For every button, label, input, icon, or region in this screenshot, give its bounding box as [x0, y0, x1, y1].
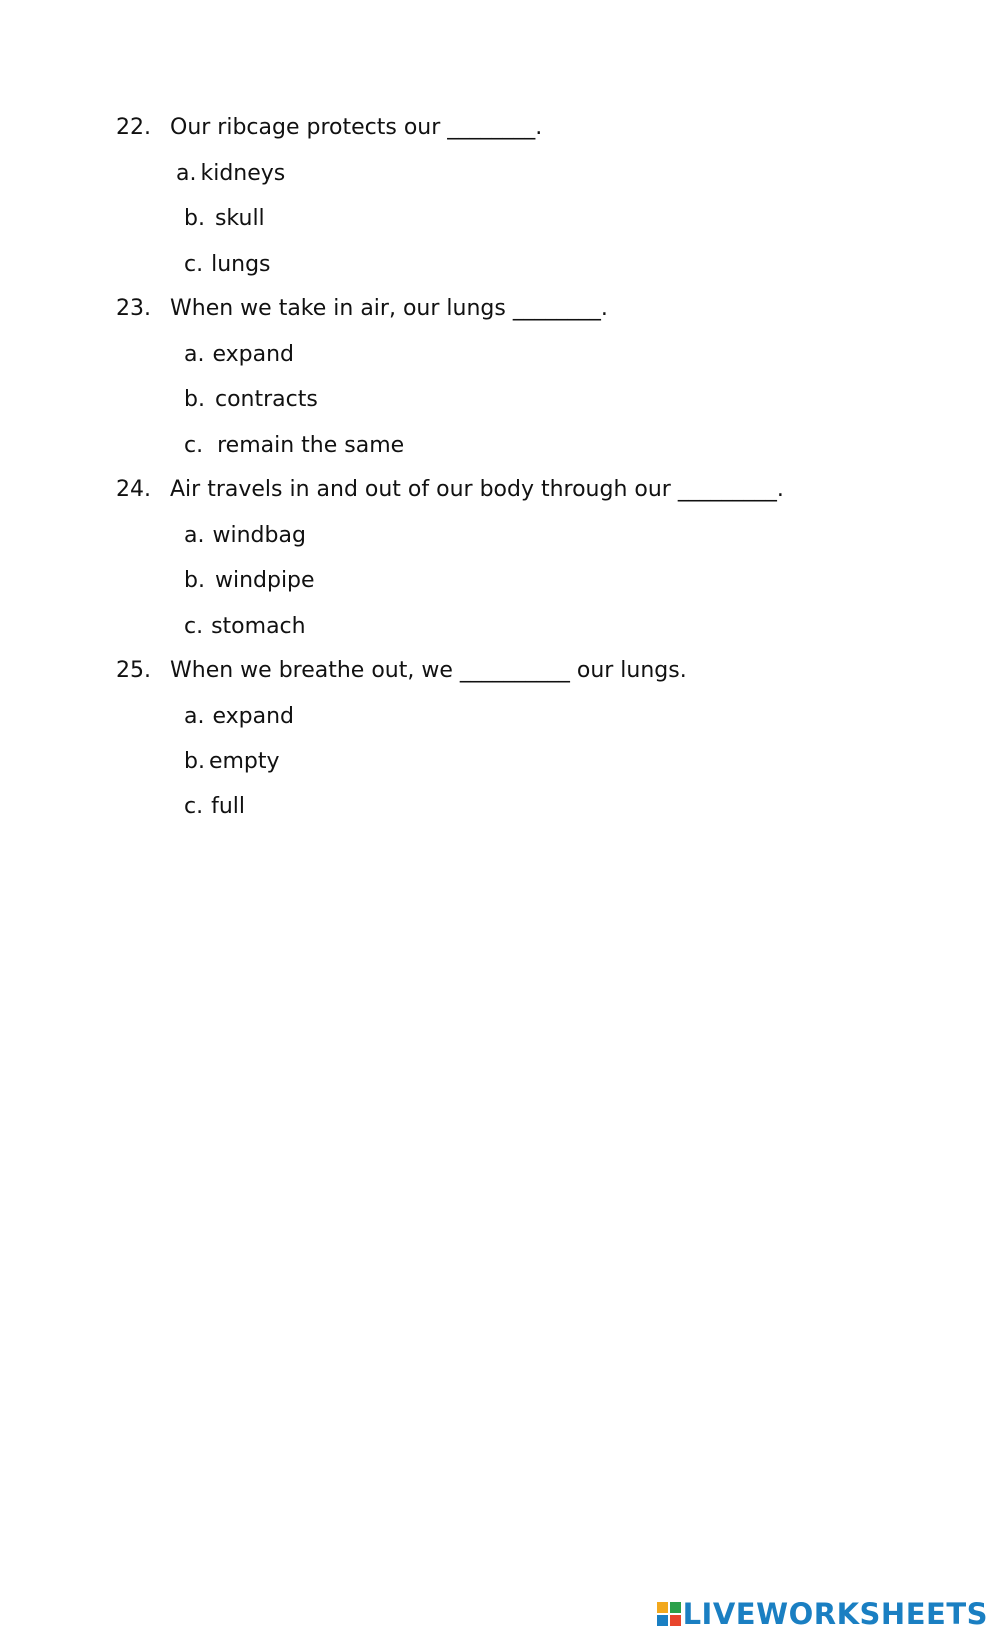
option-letter: a. — [184, 704, 205, 729]
option-text: stomach — [211, 614, 306, 639]
option-text: lungs — [211, 252, 271, 277]
question-number: 24. — [116, 477, 151, 502]
question-number: 25. — [116, 658, 151, 683]
question-text: Our ribcage protects our ________. — [170, 115, 543, 140]
question-22 — [116, 114, 542, 142]
option-text: kidneys — [200, 161, 286, 186]
option-letter: c. — [184, 433, 204, 458]
liveworksheets-logo[interactable] — [657, 1597, 988, 1631]
liveworksheets-logo-icon — [657, 1602, 681, 1626]
liveworksheets-brand-text: LIVEWORKSHEETS — [682, 1597, 988, 1631]
option-25c[interactable] — [184, 793, 245, 821]
option-22a[interactable] — [176, 160, 285, 188]
option-letter: c. — [184, 614, 204, 639]
question-25 — [116, 657, 687, 685]
question-text: When we breathe out, we __________ our lungs. — [170, 658, 687, 683]
option-23c[interactable] — [184, 432, 404, 460]
option-text: windbag — [212, 523, 306, 548]
option-25b[interactable] — [184, 748, 280, 776]
option-letter: b. — [184, 749, 205, 774]
option-letter: a. — [184, 342, 205, 367]
option-text: contracts — [214, 387, 318, 412]
option-letter: a. — [184, 523, 205, 548]
question-text: Air travels in and out of our body through our _________. — [170, 477, 784, 502]
option-text: full — [211, 794, 246, 819]
option-text: expand — [212, 342, 295, 367]
question-24 — [116, 476, 784, 504]
option-23a[interactable] — [184, 341, 294, 369]
option-text: empty — [208, 749, 280, 774]
option-letter: c. — [184, 794, 204, 819]
option-letter: b. — [184, 206, 205, 231]
option-letter: b. — [184, 568, 205, 593]
option-text: remain the same — [217, 433, 405, 458]
option-text: expand — [212, 704, 295, 729]
option-letter: a. — [176, 161, 197, 186]
option-25a[interactable] — [184, 703, 294, 731]
option-letter: c. — [184, 252, 204, 277]
question-number: 22. — [116, 115, 151, 140]
option-text: windpipe — [214, 568, 315, 593]
option-22b[interactable] — [184, 205, 265, 233]
option-letter: b. — [184, 387, 205, 412]
question-23 — [116, 295, 608, 323]
option-24a[interactable] — [184, 522, 306, 550]
option-24c[interactable] — [184, 613, 306, 641]
question-number: 23. — [116, 296, 151, 321]
option-22c[interactable] — [184, 251, 271, 279]
option-23b[interactable] — [184, 386, 318, 414]
option-24b[interactable] — [184, 567, 315, 595]
question-text: When we take in air, our lungs ________. — [170, 296, 608, 321]
option-text: skull — [214, 206, 265, 231]
